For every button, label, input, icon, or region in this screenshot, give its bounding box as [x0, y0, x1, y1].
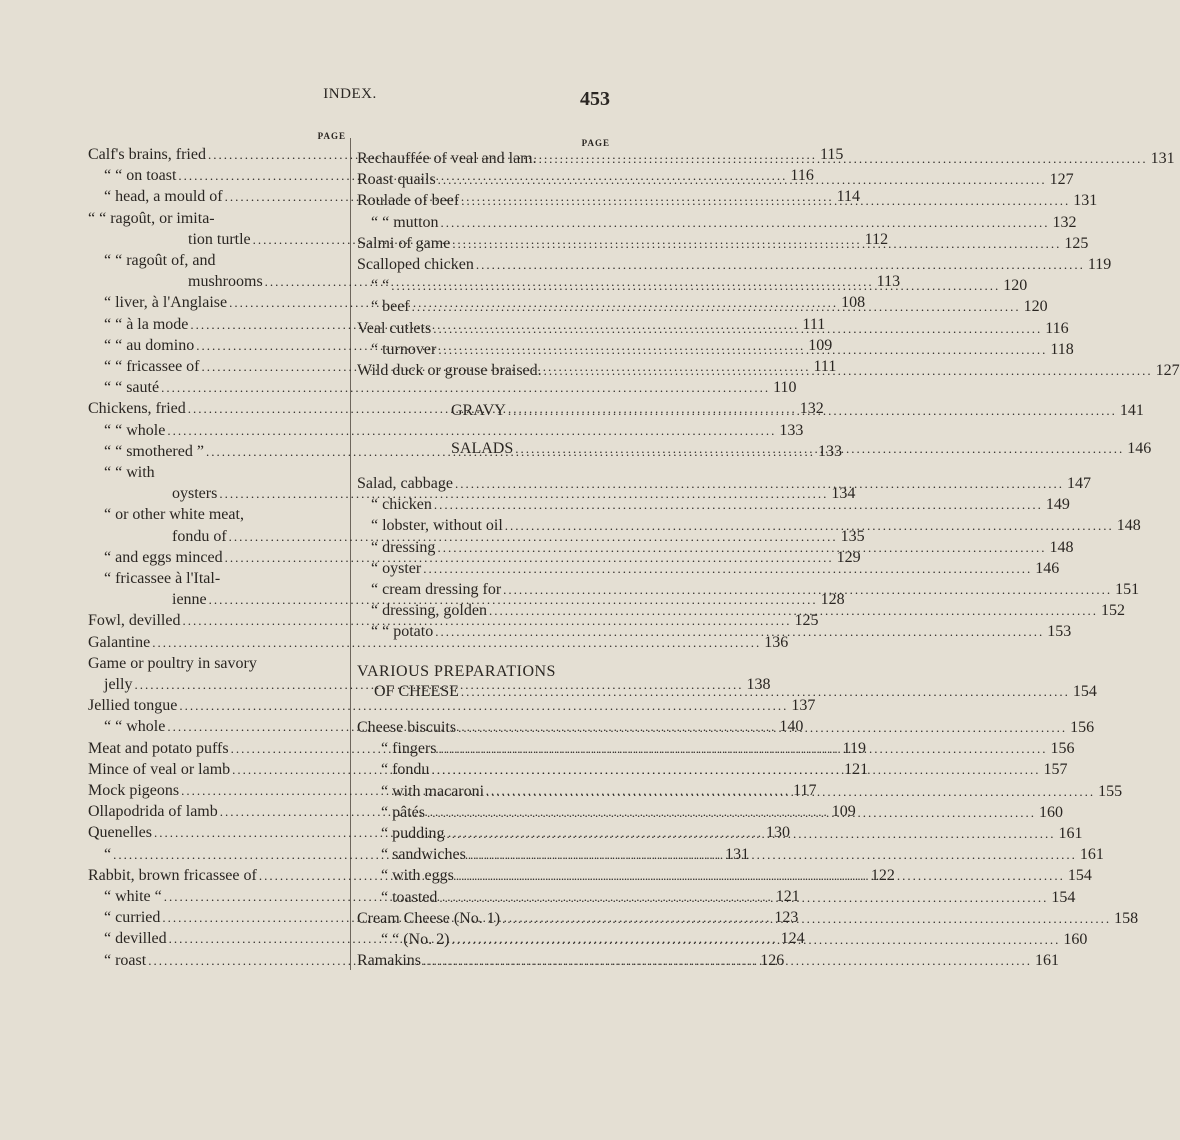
entry-text: ienne: [172, 591, 207, 609]
entry-text: “ oyster: [371, 559, 422, 577]
entry-text: “ pâtés: [381, 803, 425, 821]
entry-text: Salad, cabbage: [357, 475, 453, 492]
index-entry: [357, 558, 1060, 580]
entry-text: Mince of veal or lamb: [88, 760, 231, 778]
page-ref: 136: [764, 633, 789, 651]
entry-text: “ sandwiches: [381, 846, 466, 864]
entry-text: Fowl, devilled: [88, 612, 181, 630]
page-ref: 114: [836, 188, 861, 206]
entry-text: “ head, a mould of: [104, 188, 223, 206]
page-ref: 127: [1155, 362, 1180, 379]
page-ref: 130: [765, 824, 790, 842]
page-ref: 109: [831, 803, 856, 821]
entry-text: “ “ ragoût, or imita-: [88, 209, 215, 227]
page-ref: 124: [780, 930, 805, 948]
entry-text: Wild duck or grouse braised.: [357, 362, 542, 379]
page-ref: 135: [840, 527, 865, 545]
entry-text: “ fingers: [381, 740, 437, 758]
entry-text: Cream Cheese (No. 1): [357, 909, 501, 927]
entry-text: mushrooms: [188, 273, 263, 291]
entry-text: fondu of: [172, 527, 227, 545]
entry-text: “ fondu: [381, 761, 430, 779]
page-ref: 120: [1023, 298, 1048, 316]
page-ref: 133: [779, 421, 804, 439]
entry-text: “ “ whole: [104, 718, 166, 736]
page-ref: 132: [799, 400, 824, 418]
entry-text: Mock pigeons: [88, 782, 180, 799]
page-ref: 148: [1049, 538, 1074, 556]
entry-text: “ “ with: [104, 464, 155, 481]
page-ref: 134: [831, 485, 856, 503]
page-ref: 125: [1064, 234, 1089, 252]
index-entry: [88, 695, 816, 717]
index-entry: [88, 653, 346, 675]
page-ref: 121: [844, 760, 869, 778]
entry-text: “ “ whole: [104, 421, 166, 439]
entry-text: oysters: [172, 485, 218, 503]
page-ref: 119: [842, 739, 866, 757]
page-ref: 157: [1043, 761, 1068, 779]
page-ref: 161: [1058, 825, 1083, 842]
entry-text: “ dressing: [371, 538, 436, 556]
page-ref: 152: [1100, 602, 1125, 620]
entry-text: “ “: [371, 277, 390, 295]
page-ref: 116: [1045, 319, 1069, 337]
entry-text: Quenelles: [88, 824, 152, 842]
entry-text: Jellied tongue: [88, 697, 178, 715]
entry-text: “ curried: [104, 909, 161, 927]
page-ref: 131: [725, 845, 750, 863]
page-ref: 146: [1127, 440, 1152, 457]
entry-text: “ “ (No. 2): [381, 931, 450, 948]
page-ref: 154: [1067, 867, 1092, 885]
entry-text: Cheese biscuits: [357, 719, 457, 736]
entry-text: “ or other white meat,: [104, 506, 244, 524]
page-ref: 131: [1073, 192, 1098, 210]
entry-text: “ with eggs: [381, 867, 454, 885]
entry-text: “ pudding: [381, 825, 445, 842]
entry-text: “ “ on toast: [104, 167, 177, 185]
entry-text: “ “ fricassee of: [104, 358, 200, 375]
entry-text: tion turtle: [188, 230, 251, 248]
entry-text: “ with macaroni: [381, 782, 485, 800]
index-entry: [88, 208, 346, 230]
entry-text: “ “ à la mode: [104, 315, 189, 333]
page-ref: 161: [1035, 952, 1059, 970]
page-ref: 126: [760, 951, 785, 969]
page-ref: 115: [819, 146, 844, 163]
entry-text: “ and eggs minced: [104, 548, 223, 566]
page-ref: 113: [876, 273, 901, 291]
entry-text: Galantine: [88, 633, 151, 651]
page-ref: 118: [1050, 340, 1074, 358]
page-ref: 120: [1003, 277, 1028, 295]
index-entry: [88, 568, 346, 590]
page-ref: 154: [1072, 683, 1097, 700]
entry-text: Scalloped chicken: [357, 256, 474, 273]
page-ref: 161: [1079, 846, 1104, 864]
entry-text: “ “ ragoût of, and: [104, 252, 216, 269]
entry-text: Meat and potato puffs: [88, 739, 229, 757]
index-entry: [88, 462, 346, 484]
page-ref: 123: [774, 909, 799, 927]
entry-text: “ fricassee à l'Ital-: [104, 570, 221, 587]
page-ref: 117: [793, 782, 817, 799]
page-ref: 111: [802, 315, 826, 333]
page-ref: 140: [779, 718, 804, 736]
page-ref: 110: [773, 379, 797, 397]
page-ref: 148: [1116, 517, 1141, 535]
page-ref: 160: [1063, 931, 1088, 948]
entry-text: “ “ smothered ”: [104, 442, 204, 460]
page-ref: 147: [1066, 475, 1091, 492]
entry-text: “ toasted: [381, 888, 438, 906]
entry-text: “ beef: [371, 298, 410, 316]
entry-text: Ollapodrida of lamb: [88, 803, 218, 821]
page-ref: 155: [1098, 782, 1123, 800]
section-heading-various: VARIOUS PREPARATIONS: [357, 663, 556, 680]
entry-text: “ white “: [104, 888, 162, 905]
entry-text: “ “ au domino: [104, 336, 195, 354]
page-ref: 129: [836, 548, 861, 566]
page-ref: 112: [864, 230, 889, 248]
page-ref: 156: [1070, 719, 1095, 736]
entry-text: “ devilled: [104, 930, 167, 948]
entry-text: “ “ mutton: [371, 213, 439, 231]
page-ref: 158: [1114, 909, 1139, 927]
page-ref: 125: [794, 612, 819, 630]
entry-text: Game or poultry in savory: [88, 654, 257, 672]
entry-text: jelly: [104, 676, 133, 693]
index-entry: [88, 504, 346, 526]
page-ref: 111: [813, 358, 837, 375]
page-ref: 109: [808, 336, 833, 354]
index-entry: [88, 420, 804, 442]
page-ref: 121: [775, 888, 800, 905]
entry-text: “ “ sauté: [104, 379, 160, 397]
page-header-title: INDEX.: [323, 86, 377, 102]
entry-text: “ cream dressing for: [371, 581, 502, 598]
index-entry: [88, 271, 901, 293]
entry-text: Veal cutlets: [357, 319, 432, 337]
page-ref: 149: [1045, 496, 1070, 514]
page-ref: 127: [1049, 171, 1074, 189]
index-entry: [357, 212, 1077, 234]
entry-text: “ chicken: [371, 496, 432, 514]
page-ref: 132: [1052, 213, 1077, 231]
page-number: 453: [580, 88, 610, 110]
entry-text: “ turnover: [371, 340, 437, 358]
entry-text: Calf's brains, fried: [88, 146, 206, 163]
section-title: OF CHEESE: [374, 683, 459, 700]
page-ref: 116: [790, 167, 814, 185]
page-ref: 122: [870, 866, 895, 884]
page-column-label: PAGE: [317, 131, 346, 141]
entry-text: Rabbit, brown fricassee of: [88, 866, 257, 884]
entry-text: “ dressing, golden: [371, 602, 487, 620]
page-ref: 119: [1087, 256, 1112, 273]
page-ref: 154: [1051, 888, 1076, 906]
page-ref: 141: [1119, 402, 1144, 419]
entry-text: Ramakins: [357, 952, 421, 970]
page-ref: 146: [1035, 559, 1060, 577]
entry-text: “ roast: [104, 951, 147, 969]
page-ref: 138: [746, 676, 771, 693]
page-ref: 128: [820, 591, 845, 609]
page-ref: 153: [1047, 623, 1072, 641]
page-ref: 151: [1115, 581, 1140, 598]
page-ref: 131: [1150, 150, 1175, 167]
index-entry: [88, 250, 346, 272]
entry-text: “ liver, à l'Anglaise: [104, 294, 228, 312]
page-ref: 156: [1050, 740, 1075, 758]
index-entry: [88, 377, 797, 399]
index-entry: [357, 254, 1112, 276]
entry-text: “ lobster, without oil: [371, 517, 503, 535]
entry-text: Chickens, fried: [88, 400, 186, 418]
page-ref: 133: [817, 442, 842, 460]
entry-text: Salmi of game: [357, 234, 451, 252]
page-ref: 160: [1038, 803, 1063, 821]
entry-text: “ “ potato: [371, 623, 434, 641]
entry-text: Rechauffée of veal and lam.: [357, 150, 537, 167]
entry-text: Roulade of beef: [357, 192, 460, 210]
entry-text: Roast quails: [357, 171, 436, 189]
page-ref: 108: [841, 294, 866, 312]
page-column-label: PAGE: [581, 138, 610, 148]
section-title: SALADS: [451, 440, 514, 457]
entry-text: “: [104, 845, 112, 863]
page-ref: 137: [791, 697, 816, 715]
section-title: GRAVY: [451, 402, 506, 419]
